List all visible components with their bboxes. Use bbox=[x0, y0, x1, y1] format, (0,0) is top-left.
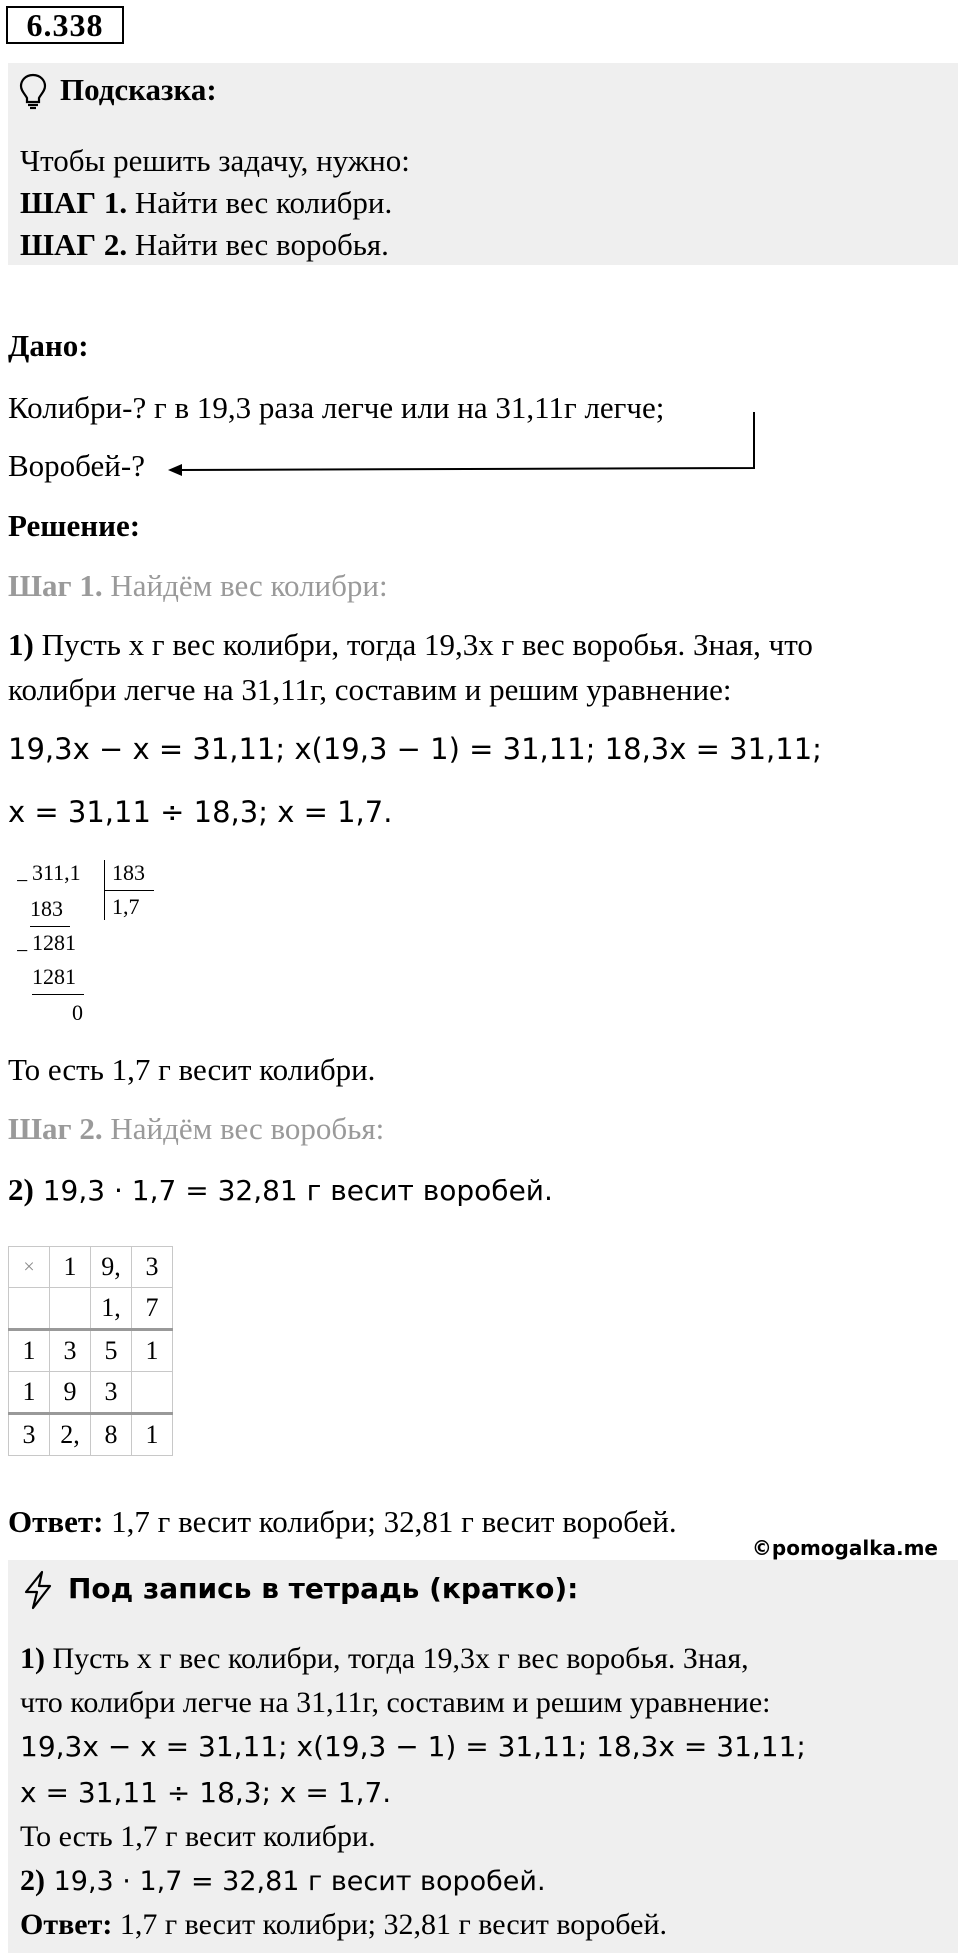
division-rem2: 0 bbox=[72, 1000, 83, 1025]
p1-label: 1) bbox=[8, 627, 34, 662]
mul-cell: 3 bbox=[91, 1372, 132, 1414]
hint-intro: Чтобы решить задачу, нужно: bbox=[20, 143, 410, 178]
short-p2-text: 19,3 · 1,7 = 32,81 г весит воробей. bbox=[45, 1866, 546, 1897]
equation-line2: x = 31,11 ÷ 18,3; x = 1,7. bbox=[8, 795, 393, 829]
mul-cell: 8 bbox=[91, 1414, 132, 1456]
mul-cell: 9, bbox=[91, 1247, 132, 1288]
mul-cell: × bbox=[9, 1247, 50, 1288]
mul-cell: 3 bbox=[50, 1330, 91, 1372]
division-rem1: 1281 bbox=[32, 930, 76, 955]
short-p2-line bbox=[20, 1864, 546, 1898]
mul-cell bbox=[9, 1288, 50, 1330]
mul-cell: 2, bbox=[50, 1414, 91, 1456]
result1: То есть 1,7 г весит колибри. bbox=[8, 1052, 376, 1087]
mul-cell: 1 bbox=[132, 1330, 173, 1372]
short-p1-line2: что колибри легче на 31,11г, составим и решим уравнение: bbox=[20, 1686, 771, 1719]
equation-line1: 19,3x − x = 31,11; x(19,3 − 1) = 31,11; 18,3x = 31,11; bbox=[8, 732, 822, 766]
step1-text: Найдём вес колибри: bbox=[102, 568, 388, 603]
mul-cell: 9 bbox=[50, 1372, 91, 1414]
mul-cell: 1 bbox=[50, 1247, 91, 1288]
mul-cell bbox=[132, 1372, 173, 1414]
mul-row-2 bbox=[9, 1288, 173, 1330]
short-equation-line2: x = 31,11 ÷ 18,3; x = 1,7. bbox=[20, 1776, 392, 1809]
division-minus-1: − bbox=[16, 868, 29, 893]
division-quotient-line bbox=[104, 890, 154, 891]
mul-row-4 bbox=[9, 1372, 173, 1414]
step2-label: Шаг 2. bbox=[8, 1111, 103, 1146]
lightning-icon bbox=[20, 1570, 56, 1610]
mul-cell: 3 bbox=[9, 1414, 50, 1456]
short-answer-text: 1,7 г весит колибри; 32,81 г весит воробей. bbox=[112, 1908, 668, 1941]
answer-text: 1,7 г весит колибри; 32,81 г весит воробей. bbox=[103, 1504, 677, 1539]
given-line2: Воробей-? bbox=[8, 448, 145, 483]
given-title: Дано: bbox=[8, 328, 89, 363]
mul-row-3 bbox=[9, 1330, 173, 1372]
short-result1: То есть 1,7 г весит колибри. bbox=[20, 1820, 376, 1853]
division-line-1 bbox=[30, 926, 70, 927]
mul-row-1 bbox=[9, 1247, 173, 1288]
mul-cell: 5 bbox=[91, 1330, 132, 1372]
short-equation-line1: 19,3x − x = 31,11; x(19,3 − 1) = 31,11; 18,3x = 31,11; bbox=[20, 1730, 806, 1763]
short-answer-label: Ответ: bbox=[20, 1908, 113, 1941]
p2-line bbox=[8, 1172, 553, 1208]
mul-row-5 bbox=[9, 1414, 173, 1456]
mul-cell: 1 bbox=[9, 1372, 50, 1414]
given-line1: Колибри-? г в 19,3 раза легче или на 31,11г легче; bbox=[8, 390, 665, 425]
copyright: ©pomogalka.me bbox=[751, 1536, 938, 1560]
task-number: 6.338 bbox=[6, 6, 124, 44]
short-answer bbox=[20, 1908, 667, 1942]
solution-title: Решение: bbox=[8, 508, 141, 543]
mul-cell bbox=[50, 1288, 91, 1330]
mul-cell: 1 bbox=[132, 1414, 173, 1456]
short-title: Под запись в тетрадь (кратко): bbox=[68, 1572, 579, 1605]
answer bbox=[8, 1504, 677, 1540]
mul-cell: 7 bbox=[132, 1288, 173, 1330]
step2-text: Найдём вес воробья: bbox=[102, 1111, 385, 1146]
step1-heading bbox=[8, 568, 388, 604]
p2-label: 2) bbox=[8, 1172, 34, 1207]
step1-label: Шаг 1. bbox=[8, 568, 103, 603]
multiplication-grid bbox=[8, 1246, 190, 1470]
mul-cell: 1, bbox=[91, 1288, 132, 1330]
division-sub2: 1281 bbox=[32, 964, 76, 989]
hint-step1-label: ШАГ 1. bbox=[20, 185, 128, 220]
short-p2-label: 2) bbox=[20, 1864, 45, 1897]
hint-title: Подсказка: bbox=[60, 72, 217, 107]
hint-step2-label: ШАГ 2. bbox=[20, 227, 128, 262]
p1-line1 bbox=[8, 627, 813, 663]
division-minus-2: − bbox=[16, 938, 29, 963]
long-division bbox=[10, 860, 170, 1035]
division-line-2 bbox=[32, 994, 84, 995]
division-dividend: 311,1 bbox=[32, 860, 81, 885]
p1-line2: колибри легче на 31,11г, составим и решим уравнение: bbox=[8, 672, 732, 707]
p1-line1-text: Пусть x г вес колибри, тогда 19,3x г вес воробья. Зная, что bbox=[33, 627, 813, 662]
division-sub1: 183 bbox=[30, 896, 63, 921]
answer-label: Ответ: bbox=[8, 1504, 104, 1539]
hint-step1 bbox=[20, 185, 392, 221]
mul-cell: 1 bbox=[9, 1330, 50, 1372]
comparison-arrow bbox=[160, 408, 760, 478]
lightbulb-icon bbox=[16, 72, 50, 110]
division-quotient: 1,7 bbox=[112, 894, 140, 919]
p2-text: 19,3 · 1,7 = 32,81 г весит воробей. bbox=[33, 1174, 553, 1207]
hint-step2-text: Найти вес воробья. bbox=[127, 227, 389, 262]
short-p1-line1 bbox=[20, 1642, 749, 1676]
short-p1-line1-text: Пусть x г вес колибри, тогда 19,3x г вес воробья. Зная, bbox=[45, 1642, 749, 1675]
step2-heading bbox=[8, 1111, 384, 1147]
hint-step1-text: Найти вес колибри. bbox=[127, 185, 393, 220]
division-divisor: 183 bbox=[112, 860, 145, 885]
mul-cell: 3 bbox=[132, 1247, 173, 1288]
hint-step2 bbox=[20, 227, 389, 263]
short-p1-label: 1) bbox=[20, 1642, 45, 1675]
